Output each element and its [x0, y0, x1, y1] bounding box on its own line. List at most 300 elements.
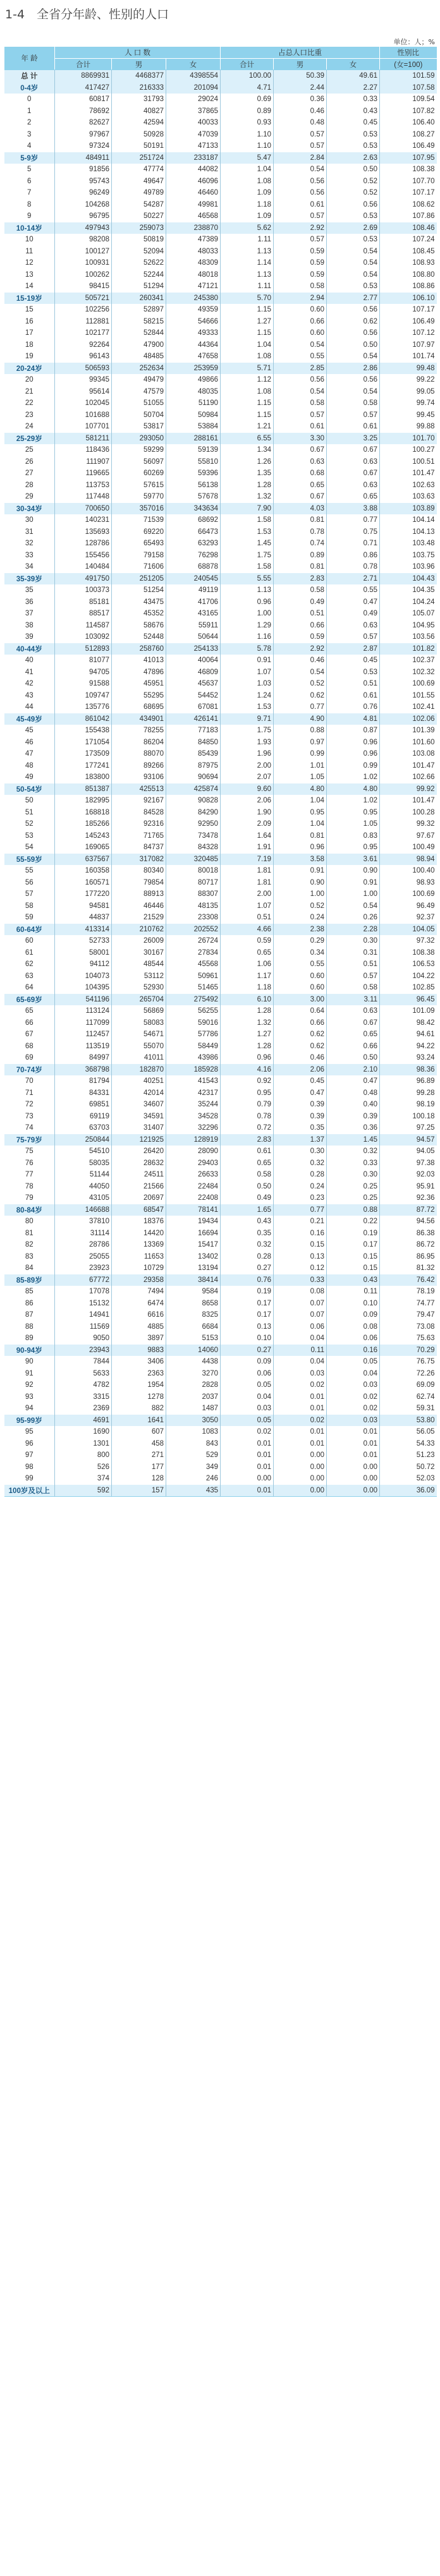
cell-pop-male: 71765 [112, 830, 166, 842]
table-row [4, 667, 437, 679]
cell-age: 63 [25, 972, 34, 980]
cell-share-total: 0.28 [221, 1251, 274, 1263]
cell-age: 23 [25, 411, 34, 419]
cell-pop-female: 37865 [166, 106, 221, 118]
cell-sex-ratio: 102.41 [380, 701, 437, 713]
cell-sex-ratio: 99.74 [380, 397, 437, 409]
cell-pop-male: 9883 [112, 1345, 166, 1357]
table-row [4, 888, 437, 900]
cell-share-total: 0.92 [221, 1075, 274, 1087]
cell-sex-ratio: 76.42 [380, 1274, 437, 1286]
cell-share-female: 1.00 [327, 888, 380, 900]
cell-share-total: 1.15 [221, 409, 274, 421]
cell-share-total: 1.03 [221, 678, 274, 690]
cell-pop-total: 1690 [55, 1426, 112, 1438]
cell-share-male: 1.37 [274, 1134, 327, 1146]
cell-share-male: 0.30 [274, 1146, 327, 1158]
cell-pop-male: 6474 [112, 1298, 166, 1310]
cell-pop-female: 22484 [166, 1181, 221, 1193]
cell-pop-male: 20697 [112, 1192, 166, 1204]
cell-sex-ratio: 102.37 [380, 655, 437, 667]
cell-pop-female: 23308 [166, 912, 221, 924]
cell-share-female: 0.53 [327, 281, 380, 293]
cell-sex-ratio: 108.86 [380, 281, 437, 293]
cell-sex-ratio: 36.09 [380, 1485, 437, 1497]
cell-age: 85 [25, 1288, 34, 1296]
cell-pop-total: 4691 [55, 1415, 112, 1427]
cell-share-male: 0.99 [274, 748, 327, 760]
cell-share-total: 1.10 [221, 129, 274, 141]
cell-pop-female: 76298 [166, 550, 221, 562]
cell-pop-total: 800 [55, 1449, 112, 1461]
age-group-row [4, 1134, 437, 1146]
cell-share-total: 0.96 [221, 596, 274, 608]
cell-sex-ratio: 107.17 [380, 304, 437, 316]
cell-share-total: 0.05 [221, 1415, 274, 1427]
table-row [4, 1052, 437, 1064]
cell-share-total: 1.34 [221, 444, 274, 456]
cell-share-male: 0.46 [274, 106, 327, 118]
cell-share-total: 1.07 [221, 667, 274, 679]
cell-share-male: 0.60 [274, 971, 327, 983]
cell-pop-total: 497943 [55, 222, 112, 234]
table-row [4, 1158, 437, 1170]
cell-age: 69 [25, 1054, 34, 1062]
cell-pop-total: 169065 [55, 842, 112, 854]
cell-share-female: 0.54 [327, 246, 380, 258]
cell-share-female: 0.33 [327, 94, 380, 106]
cell-pop-total: 100262 [55, 269, 112, 281]
cell-share-total: 0.65 [221, 1158, 274, 1170]
cell-pop-male: 86204 [112, 737, 166, 749]
cell-share-male: 0.68 [274, 468, 327, 480]
cell-share-total: 0.89 [221, 106, 274, 118]
cell-sex-ratio: 100.49 [380, 842, 437, 854]
cell-sex-ratio: 106.10 [380, 293, 437, 305]
cell-share-female: 1.05 [327, 818, 380, 830]
cell-age: 61 [25, 948, 34, 957]
cell-age: 48 [25, 761, 34, 770]
cell-pop-male: 28632 [112, 1158, 166, 1170]
cell-pop-male: 128 [112, 1473, 166, 1485]
cell-pop-female: 54666 [166, 316, 221, 328]
cell-share-male: 0.16 [274, 1228, 327, 1240]
cell-share-total: 1.27 [221, 316, 274, 328]
cell-age: 20 [25, 376, 34, 384]
cell-pop-total: 17078 [55, 1286, 112, 1298]
cell-share-male: 0.81 [274, 830, 327, 842]
table-row [4, 1321, 437, 1333]
cell-pop-male: 89266 [112, 760, 166, 772]
cell-share-female: 4.80 [327, 783, 380, 795]
cell-share-total: 1.28 [221, 480, 274, 492]
cell-share-female: 3.88 [327, 503, 380, 515]
cell-pop-female: 47658 [166, 351, 221, 363]
cell-share-male: 0.52 [274, 900, 327, 912]
cell-age: 68 [25, 1042, 34, 1050]
cell-pop-total: 140484 [55, 561, 112, 573]
cell-pop-total: 103092 [55, 631, 112, 643]
cell-share-male: 3.30 [274, 433, 327, 445]
header-share-total: 合计 [221, 59, 274, 70]
cell-share-female: 0.54 [327, 900, 380, 912]
cell-sex-ratio: 100.51 [380, 456, 437, 468]
cell-share-female: 0.01 [327, 1449, 380, 1461]
cell-share-male: 0.95 [274, 807, 327, 819]
cell-pop-female: 13402 [166, 1251, 221, 1263]
cell-age: 98 [25, 1463, 34, 1471]
cell-share-male: 0.89 [274, 550, 327, 562]
cell-share-total: 0.43 [221, 1216, 274, 1228]
age-group-row [4, 783, 437, 795]
cell-age: 41 [25, 668, 34, 676]
cell-share-female: 0.63 [327, 1005, 380, 1017]
cell-share-total: 1.15 [221, 327, 274, 339]
cell-share-female: 0.25 [327, 1192, 380, 1204]
cell-age: 97 [25, 1451, 34, 1460]
age-group-row [4, 1064, 437, 1076]
table-row [4, 748, 437, 760]
cell-share-female: 0.04 [327, 1368, 380, 1380]
cell-share-total: 0.01 [221, 1449, 274, 1461]
cell-pop-total: 491750 [55, 573, 112, 585]
table-row [4, 1403, 437, 1415]
cell-share-total: 1.18 [221, 199, 274, 211]
cell-age: 28 [25, 481, 34, 489]
cell-pop-female: 78141 [166, 1204, 221, 1216]
cell-sex-ratio: 107.95 [380, 152, 437, 164]
cell-pop-male: 18376 [112, 1216, 166, 1228]
cell-pop-total: 168818 [55, 807, 112, 819]
cell-sex-ratio: 103.48 [380, 538, 437, 550]
cell-sex-ratio: 92.37 [380, 912, 437, 924]
cell-pop-total: 78692 [55, 106, 112, 118]
cell-age: 65 [25, 1007, 34, 1015]
cell-share-total: 0.09 [221, 1356, 274, 1368]
cell-pop-female: 35244 [166, 1099, 221, 1111]
cell-sex-ratio: 93.24 [380, 1052, 437, 1064]
header-age: 年 龄 [4, 47, 55, 70]
cell-share-male: 0.55 [274, 351, 327, 363]
cell-share-total: 0.10 [221, 1333, 274, 1345]
cell-share-male: 1.04 [274, 795, 327, 807]
cell-share-female: 0.40 [327, 1099, 380, 1111]
cell-pop-female: 59139 [166, 444, 221, 456]
cell-share-total: 4.71 [221, 82, 274, 94]
cell-share-female: 2.71 [327, 573, 380, 585]
cell-pop-total: 417427 [55, 82, 112, 94]
cell-share-male: 0.07 [274, 1298, 327, 1310]
cell-pop-total: 92264 [55, 339, 112, 351]
cell-pop-male: 425513 [112, 783, 166, 795]
cell-age: 50-54岁 [4, 783, 55, 795]
cell-pop-male: 31793 [112, 94, 166, 106]
cell-pop-total: 177241 [55, 760, 112, 772]
cell-pop-male: 43475 [112, 596, 166, 608]
table-row [4, 386, 437, 398]
age-group-row [4, 503, 437, 515]
cell-age: 88 [25, 1322, 34, 1331]
cell-share-male: 0.47 [274, 1087, 327, 1099]
cell-age: 12 [25, 259, 34, 267]
cell-pop-female: 45568 [166, 958, 221, 971]
cell-pop-female: 46809 [166, 667, 221, 679]
cell-pop-total: 368798 [55, 1064, 112, 1076]
cell-pop-female: 246 [166, 1473, 221, 1485]
table-row [4, 596, 437, 608]
cell-share-male: 0.01 [274, 1403, 327, 1415]
cell-pop-female: 426141 [166, 713, 221, 725]
cell-pop-male: 60269 [112, 468, 166, 480]
table-row [4, 1473, 437, 1485]
cell-pop-total: 119665 [55, 468, 112, 480]
cell-share-male: 0.00 [274, 1449, 327, 1461]
cell-pop-male: 80340 [112, 865, 166, 877]
cell-pop-male: 50227 [112, 210, 166, 222]
table-row [4, 1379, 437, 1391]
cell-age: 32 [25, 540, 34, 548]
cell-share-female: 0.99 [327, 760, 380, 772]
table-row [4, 561, 437, 573]
cell-sex-ratio: 74.77 [380, 1298, 437, 1310]
cell-share-total: 1.13 [221, 246, 274, 258]
cell-sex-ratio: 99.48 [380, 363, 437, 375]
cell-share-male: 4.80 [274, 783, 327, 795]
cell-pop-male: 3406 [112, 1356, 166, 1368]
cell-share-male: 0.78 [274, 526, 327, 538]
cell-age: 80 [25, 1218, 34, 1226]
cell-share-total: 0.72 [221, 1122, 274, 1134]
cell-pop-total: 100931 [55, 257, 112, 269]
cell-age: 62 [25, 960, 34, 969]
cell-pop-total: 91856 [55, 164, 112, 176]
header-sex-ratio: 性别比 [380, 47, 437, 59]
cell-share-female: 1.45 [327, 1134, 380, 1146]
cell-pop-total: 97324 [55, 140, 112, 152]
cell-pop-total: 44837 [55, 912, 112, 924]
cell-age: 75 [25, 1147, 34, 1156]
cell-share-male: 0.59 [274, 246, 327, 258]
cell-age: 53 [25, 831, 34, 840]
cell-sex-ratio: 99.32 [380, 818, 437, 830]
table-row [4, 1461, 437, 1473]
cell-share-male: 0.01 [274, 1391, 327, 1403]
table-row [4, 106, 437, 118]
cell-pop-total: 7844 [55, 1356, 112, 1368]
cell-pop-male: 434901 [112, 713, 166, 725]
cell-share-male: 0.57 [274, 129, 327, 141]
cell-share-male: 0.58 [274, 281, 327, 293]
cell-sex-ratio: 86.95 [380, 1251, 437, 1263]
cell-share-female: 0.50 [327, 339, 380, 351]
cell-pop-total: 8869931 [55, 70, 112, 82]
cell-pop-male: 34591 [112, 1111, 166, 1123]
cell-pop-female: 66473 [166, 526, 221, 538]
cell-share-total: 5.55 [221, 573, 274, 585]
cell-sex-ratio: 107.12 [380, 327, 437, 339]
cell-age: 40 [25, 656, 34, 665]
cell-share-female: 0.65 [327, 1029, 380, 1041]
table-row [4, 1122, 437, 1134]
cell-share-female: 0.57 [327, 631, 380, 643]
cell-sex-ratio: 102.63 [380, 480, 437, 492]
cell-share-male: 0.55 [274, 958, 327, 971]
cell-sex-ratio: 108.38 [380, 164, 437, 176]
table-row [4, 1216, 437, 1228]
cell-share-total: 0.65 [221, 947, 274, 959]
cell-sex-ratio: 86.72 [380, 1239, 437, 1251]
cell-sex-ratio: 100.69 [380, 678, 437, 690]
cell-pop-female: 254133 [166, 643, 221, 655]
cell-sex-ratio: 100.18 [380, 1111, 437, 1123]
cell-age: 16 [25, 317, 34, 325]
cell-share-male: 0.59 [274, 269, 327, 281]
cell-age: 60 [25, 937, 34, 945]
cell-share-male: 0.57 [274, 234, 327, 246]
cell-share-female: 4.81 [327, 713, 380, 725]
cell-sex-ratio: 104.05 [380, 924, 437, 936]
cell-share-male: 0.24 [274, 912, 327, 924]
cell-pop-male: 52622 [112, 257, 166, 269]
cell-pop-female: 58449 [166, 1041, 221, 1053]
cell-pop-male: 51254 [112, 584, 166, 596]
table-row [4, 1426, 437, 1438]
cell-share-total: 1.28 [221, 1041, 274, 1053]
cell-share-male: 0.02 [274, 1415, 327, 1427]
cell-pop-male: 45352 [112, 608, 166, 620]
cell-share-total: 9.71 [221, 713, 274, 725]
cell-age: 82 [25, 1241, 34, 1249]
table-row [4, 304, 437, 316]
cell-pop-male: 71539 [112, 514, 166, 526]
cell-share-female: 2.28 [327, 924, 380, 936]
table-row [4, 164, 437, 176]
cell-share-female: 0.02 [327, 1391, 380, 1403]
cell-age: 11 [25, 247, 34, 255]
cell-pop-total: 82627 [55, 117, 112, 129]
cell-pop-male: 317082 [112, 854, 166, 866]
cell-pop-female: 13194 [166, 1262, 221, 1274]
cell-sex-ratio: 51.23 [380, 1449, 437, 1461]
cell-share-female: 0.31 [327, 947, 380, 959]
cell-pop-total: 84331 [55, 1087, 112, 1099]
cell-pop-male: 4468377 [112, 70, 166, 82]
cell-age: 90-94岁 [4, 1345, 55, 1357]
cell-sex-ratio: 101.82 [380, 643, 437, 655]
cell-age: 91 [25, 1369, 34, 1377]
cell-pop-total: 95743 [55, 176, 112, 188]
cell-sex-ratio: 108.80 [380, 269, 437, 281]
cell-pop-female: 2037 [166, 1391, 221, 1403]
cell-age: 17 [25, 329, 34, 337]
cell-share-female: 0.78 [327, 561, 380, 573]
cell-pop-female: 29403 [166, 1158, 221, 1170]
cell-share-female: 0.87 [327, 725, 380, 737]
cell-pop-male: 50928 [112, 129, 166, 141]
cell-share-male: 2.06 [274, 1064, 327, 1076]
cell-share-total: 0.13 [221, 1321, 274, 1333]
cell-age: 83 [25, 1252, 34, 1261]
cell-share-male: 2.85 [274, 363, 327, 375]
table-row [4, 1298, 437, 1310]
cell-share-female: 0.03 [327, 1379, 380, 1391]
cell-pop-female: 67081 [166, 701, 221, 713]
cell-share-total: 1.10 [221, 140, 274, 152]
cell-pop-total: 182995 [55, 795, 112, 807]
cell-age: 96 [25, 1439, 34, 1448]
header-ratio-base: (女=100) [380, 59, 437, 70]
cell-share-total: 1.26 [221, 456, 274, 468]
cell-sex-ratio: 104.43 [380, 573, 437, 585]
cell-share-female: 3.61 [327, 854, 380, 866]
cell-sex-ratio: 97.67 [380, 830, 437, 842]
page-title: 1-4 全省分年龄、性别的人口 [5, 8, 169, 21]
cell-share-female: 0.58 [327, 397, 380, 409]
cell-share-female: 0.16 [327, 1345, 380, 1357]
cell-sex-ratio: 98.94 [380, 854, 437, 866]
cell-share-male: 0.36 [274, 94, 327, 106]
cell-sex-ratio: 108.93 [380, 257, 437, 269]
cell-share-male: 0.32 [274, 1158, 327, 1170]
cell-age: 55 [25, 867, 34, 875]
cell-share-female: 0.63 [327, 620, 380, 632]
cell-age: 77 [25, 1171, 34, 1179]
cell-share-female: 2.63 [327, 152, 380, 164]
cell-pop-female: 48033 [166, 246, 221, 258]
cell-pop-male: 177 [112, 1461, 166, 1473]
cell-pop-male: 41013 [112, 655, 166, 667]
table-row [4, 1262, 437, 1274]
cell-share-male: 0.01 [274, 1438, 327, 1450]
cell-pop-female: 1083 [166, 1426, 221, 1438]
table-row [4, 1087, 437, 1099]
cell-sex-ratio: 59.31 [380, 1403, 437, 1415]
cell-pop-total: 861042 [55, 713, 112, 725]
cell-age: 74 [25, 1124, 34, 1132]
cell-age: 39 [25, 633, 34, 641]
cell-age: 52 [25, 820, 34, 828]
cell-pop-total: 60817 [55, 94, 112, 106]
cell-pop-total: 851387 [55, 783, 112, 795]
cell-share-total: 0.01 [221, 1485, 274, 1497]
cell-age: 6 [27, 177, 32, 185]
cell-share-female: 0.88 [327, 1204, 380, 1216]
table-row [4, 737, 437, 749]
cell-share-total: 0.00 [221, 1473, 274, 1485]
cell-share-total: 0.61 [221, 1146, 274, 1158]
cell-pop-total: 117448 [55, 491, 112, 503]
cell-pop-male: 10729 [112, 1262, 166, 1274]
cell-sex-ratio: 100.28 [380, 807, 437, 819]
cell-pop-total: 526 [55, 1461, 112, 1473]
cell-pop-total: 54510 [55, 1146, 112, 1158]
cell-share-male: 0.77 [274, 1204, 327, 1216]
cell-pop-female: 1487 [166, 1403, 221, 1415]
cell-pop-total: 37810 [55, 1216, 112, 1228]
cell-sex-ratio: 106.40 [380, 117, 437, 129]
cell-share-total: 1.24 [221, 690, 274, 702]
cell-share-total: 5.71 [221, 363, 274, 375]
cell-share-female: 0.66 [327, 1041, 380, 1053]
cell-share-female: 0.57 [327, 409, 380, 421]
cell-age: 64 [25, 984, 34, 992]
cell-share-total: 0.01 [221, 1438, 274, 1450]
cell-pop-total: 135776 [55, 701, 112, 713]
cell-pop-female: 47133 [166, 140, 221, 152]
cell-sex-ratio: 103.56 [380, 631, 437, 643]
cell-share-female: 0.54 [327, 351, 380, 363]
cell-share-female: 0.17 [327, 1239, 380, 1251]
